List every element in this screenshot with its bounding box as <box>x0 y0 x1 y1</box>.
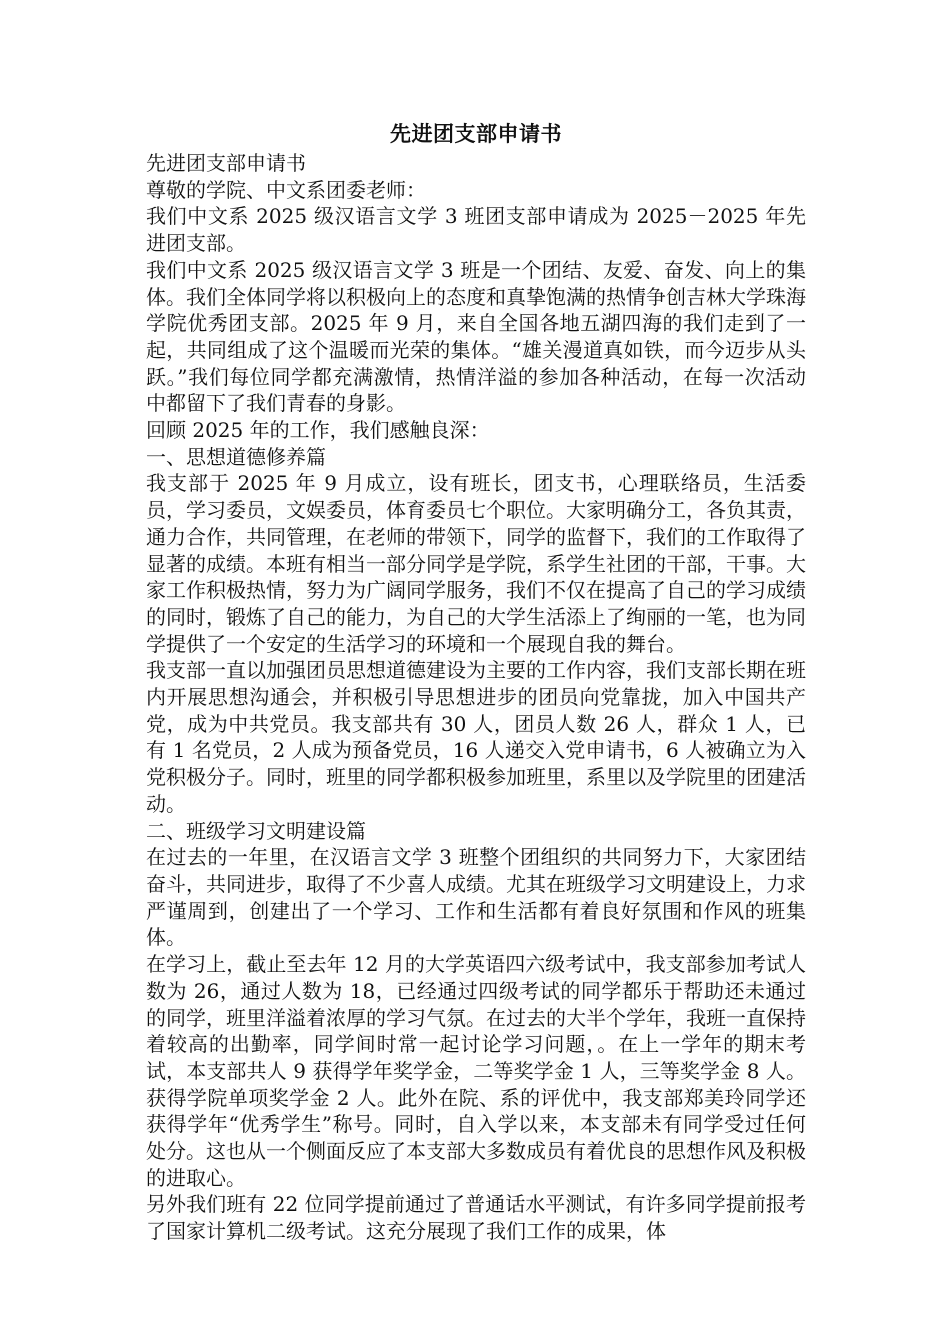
document-title: 先进团支部申请书 <box>390 122 562 146</box>
paragraph-application: 我们中文系 2025 级汉语言文学 3 班团支部申请成为 2025－2025 年先进团支部。 <box>146 204 806 256</box>
paragraph-study-results: 在学习上，截止至去年 12 月的大学英语四六级考试中，我支部参加考试人数为 26，通过人数为 18，已经通过四级考试的同学都乐于帮助还未通过的同学，班里洋溢着浓厚的学习气氛。在过去的大半个学年，我班一直保持着较高的出勤率，同学间时常一起讨论学习问题，。在上一学年的期末考试，本支部共人 9 获得学年奖学金，二等奖学金 1 人，三等奖学金 8 人。获得学院单项奖学金 2 人。此外在院、系的评优中，我支部郑美玲同学还获得学年“优秀学生”称号。同时，自入学以来，本支部未有同学受过任何处分。这也从一个侧面反应了本支部大多数成员有着优良的思想作风及积极的进取心。 <box>146 952 806 1190</box>
document-page <box>146 120 806 1245</box>
paragraph-study-overview: 在过去的一年里，在汉语言文学 3 班整个团组织的共同努力下，大家团结奋斗，共同进步，取得了不少喜人成绩。尤其在班级学习文明建设上，力求严谨周到，创建出了一个学习、工作和生活都有着良好氛围和作风的班集体。 <box>146 845 806 950</box>
section-heading-ideology: 一、思想道德修养篇 <box>146 444 326 469</box>
paragraph-ideology-work: 我支部一直以加强团员思想道德建设为主要的工作内容，我们支部长期在班内开展思想沟通会，并积极引导思想进步的团员向党靠拢，加入中国共产党，成为中共党员。我支部共有 30 人，团员人数 26 人，群众 1 人，已有 1 名党员，2 人成为预备党员，16 人递交入党申请书，6 人被确立为入党积极分子。同时，班里的同学都积极参加班里，系里以及学院里的团建活动。 <box>146 658 806 816</box>
salutation: 尊敬的学院、中文系团委老师： <box>146 177 426 202</box>
paragraph-introduction: 我们中文系 2025 级汉语言文学 3 班是一个团结、友爱、奋发、向上的集体。我们全体同学将以积极向上的态度和真挚饱满的热情争创吉林大学珠海学院优秀团支部。2025 年 9 月，来自全国各地五湖四海的我们走到了一起，共同组成了这个温暖而光荣的集体。“雄关漫道真如铁，而今迈步从头跃。”我们每位同学都充满激情，热情洋溢的参加各种活动，在每一次活动中都留下了我们青春的身影。 <box>146 257 806 416</box>
paragraph-extra-achievements: 另外我们班有 22 位同学提前通过了普通话水平测试，有许多同学提前报考了国家计算机二级考试。这充分展现了我们工作的成果，体 <box>146 1192 806 1244</box>
document-body <box>146 150 806 1245</box>
section-heading-study: 二、班级学习文明建设篇 <box>146 818 366 843</box>
subtitle-line: 先进团支部申请书 <box>146 151 306 175</box>
paragraph-branch-structure: 我支部于 2025 年 9 月成立，设有班长，团支书，心理联络员，生活委员，学习委员，文娱委员，体育委员七个职位。大家明确分工，各负其责，通力合作，共同管理，在老师的带领下，同学的监督下，我们的工作取得了显著的成绩。本班有相当一部分同学是学院，系学生社团的干部，干事。大家工作积极热情，努力为广阔同学服务，我们不仅在提高了自己的学习成绩的同时，锻炼了自己的能力，为自己的大学生活添上了绚丽的一笔，也为同学提供了一个安定的生活学习的环境和一个展现自我的舞台。 <box>146 471 806 656</box>
paragraph-review: 回顾 2025 年的工作，我们感触良深： <box>146 418 490 443</box>
